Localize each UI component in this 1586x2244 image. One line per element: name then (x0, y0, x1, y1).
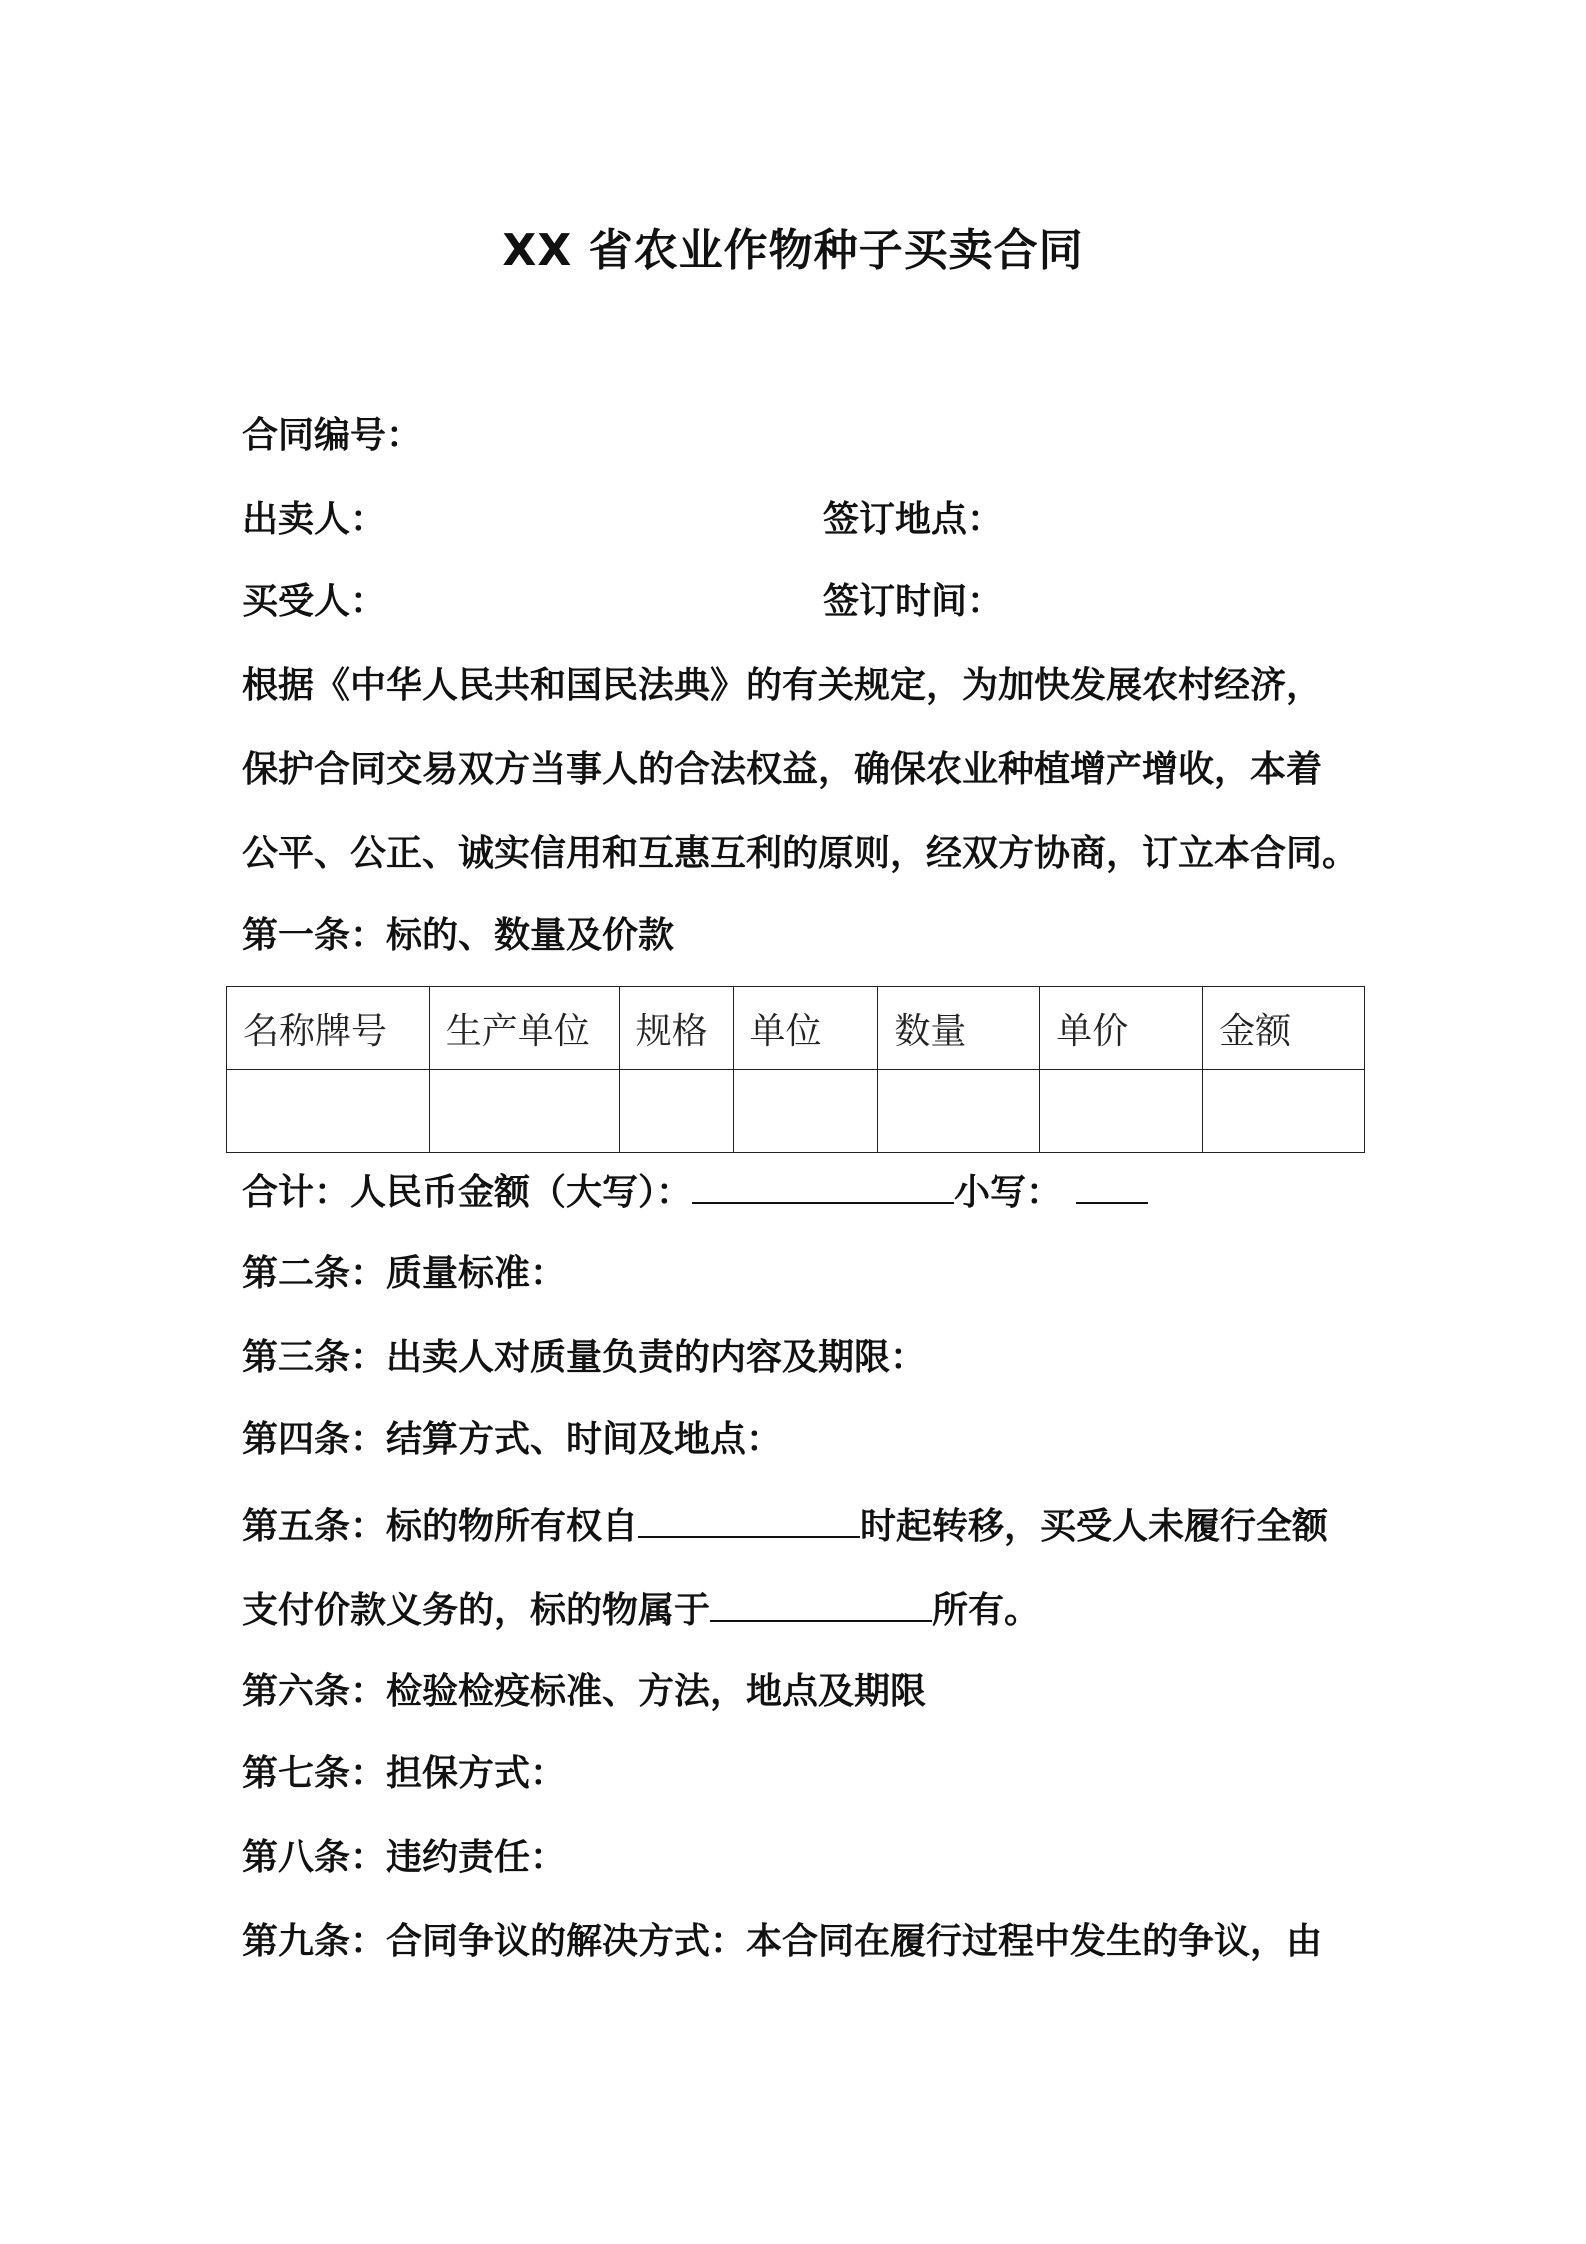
table-header-cell: 单位 (733, 987, 878, 1070)
article-4: 第四条：结算方式、时间及地点： (242, 1419, 783, 1460)
article-3: 第三条：出卖人对质量负责的内容及期限： (242, 1337, 927, 1378)
preamble-line: 根据《中华人民共和国民法典》的有关规定，为加快发展农村经济， (242, 665, 1323, 706)
document-title: XX 省农业作物种子买卖合同 (502, 225, 1084, 276)
total-amount-label: 合计：人民币金额（大写）： (242, 1172, 693, 1213)
article-7: 第七条：担保方式： (242, 1753, 567, 1794)
sign-place-label: 签订地点： (823, 499, 1004, 540)
table-header-cell: 生产单位 (429, 987, 619, 1070)
article-5-line-1 (242, 1500, 1328, 1551)
preamble-line: 保护合同交易双方当事人的合法权益，确保农业种植增产增收，本着 (242, 749, 1323, 790)
article-5-text: 支付价款义务的，标的物属于 (242, 1590, 711, 1631)
table-header-cell: 名称牌号 (227, 987, 430, 1070)
table-header-row (227, 987, 1365, 1070)
article-5-text: 时起转移，买受人未履行全额 (860, 1506, 1329, 1547)
table-row (227, 1070, 1365, 1153)
sign-time-label: 签订时间： (823, 581, 1004, 622)
total-uppercase-blank[interactable] (692, 1166, 954, 1204)
article-5-line-2 (242, 1584, 1040, 1635)
table-header-cell: 数量 (878, 987, 1040, 1070)
article-2: 第二条：质量标准： (242, 1253, 567, 1294)
table-cell[interactable] (1040, 1070, 1203, 1153)
ownership-holder-blank[interactable] (710, 1584, 932, 1622)
article-5-text: 所有。 (932, 1590, 1041, 1631)
ownership-transfer-blank[interactable] (638, 1500, 860, 1538)
goods-table (226, 986, 1365, 1153)
table-cell[interactable] (429, 1070, 619, 1153)
table-cell[interactable] (1203, 1070, 1365, 1153)
table-header-cell: 规格 (619, 987, 733, 1070)
article-6: 第六条：检验检疫标准、方法，地点及期限 (242, 1671, 927, 1712)
contract-number-label: 合同编号： (242, 415, 423, 456)
table-cell[interactable] (878, 1070, 1040, 1153)
total-line (242, 1166, 1148, 1217)
seller-label: 出卖人： (242, 499, 387, 540)
preamble-line: 公平、公正、诚实信用和互惠互利的原则，经双方协商，订立本合同。 (242, 833, 1359, 874)
table-header-cell: 金额 (1203, 987, 1365, 1070)
total-small-blank[interactable] (1076, 1166, 1148, 1204)
buyer-label: 买受人： (242, 581, 387, 622)
article-8: 第八条：违约责任： (242, 1837, 567, 1878)
article-5-text: 第五条：标的物所有权自 (242, 1506, 639, 1547)
total-small-label: 小写： (954, 1172, 1063, 1213)
table-cell[interactable] (619, 1070, 733, 1153)
table-header-cell: 单价 (1040, 987, 1203, 1070)
article-1-heading: 第一条：标的、数量及价款 (242, 915, 675, 956)
table-cell[interactable] (733, 1070, 878, 1153)
table-cell[interactable] (227, 1070, 430, 1153)
article-9: 第九条：合同争议的解决方式：本合同在履行过程中发生的争议，由 (242, 1921, 1323, 1962)
